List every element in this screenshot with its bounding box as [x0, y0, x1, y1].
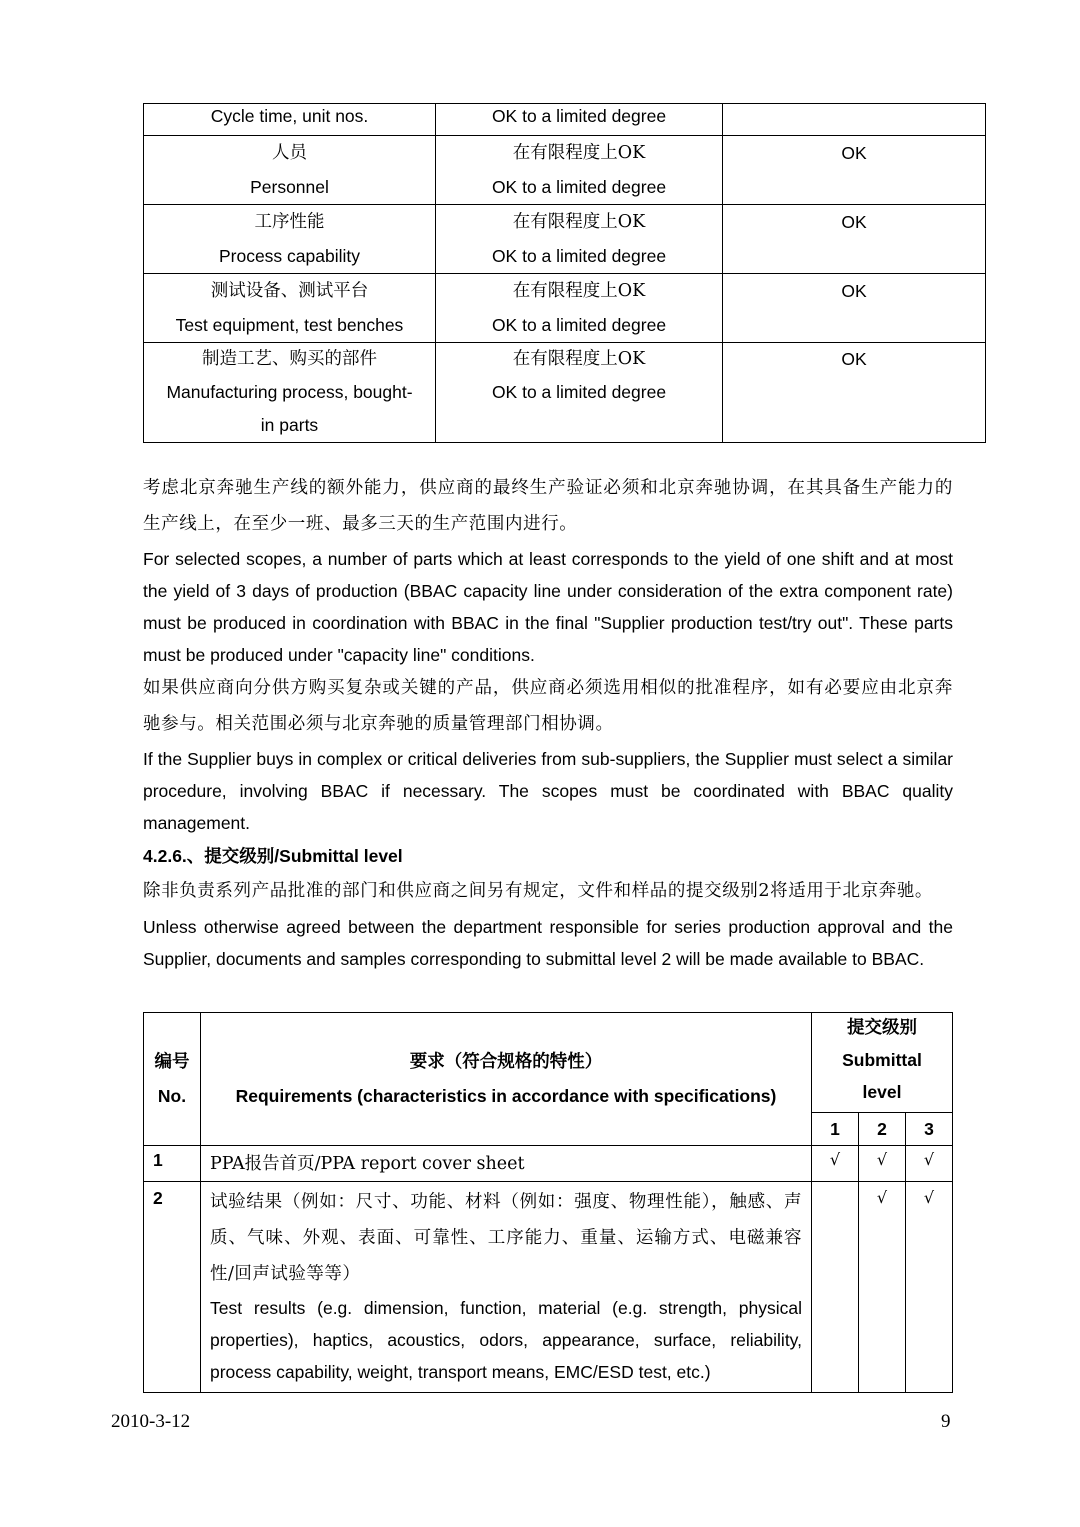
check-level-1: √ [812, 1146, 859, 1182]
paragraph-en: For selected scopes, a number of parts which at least corresponds to the yield of one shift and at most the yield of 3 days of production (BBAC capacity line under consideration of the extra component rate) must be produced in coordination with BBAC in the final "Supplier production test/try out". These parts must be produced under "capacity line" conditions. [143, 549, 953, 665]
header-submittal-level: 提交级别 Submittal level [812, 1013, 953, 1113]
table-cell: 在有限程度上OK OK to a limited degree [436, 205, 723, 274]
table-cell: 工序性能 Process capability [144, 205, 436, 274]
header-requirements: 要求（符合规格的特性） Requirements (characteristics in accordance with specifications) [201, 1013, 812, 1146]
table-row [144, 1146, 953, 1182]
submittal-level-table [143, 1012, 953, 1393]
paragraph-cn: 考虑北京奔驰生产线的额外能力，供应商的最终生产验证必须和北京奔驰协调，在其具备生产能力的生产线上，在至少一班、最多三天的生产范围内进行。 [143, 478, 953, 534]
table-row [144, 343, 986, 443]
table-cell: 制造工艺、购买的部件 Manufacturing process, bought- in parts [144, 343, 436, 443]
table-cell: Cycle time, unit nos. [144, 104, 436, 136]
table-cell: 在有限程度上OK OK to a limited degree [436, 343, 723, 443]
row-number: 2 [144, 1182, 201, 1393]
level-2-header: 2 [859, 1113, 906, 1146]
check-level-2: √ [859, 1146, 906, 1182]
row-requirement: 试验结果（例如：尺寸、功能、材料（例如：强度、物理性能），触感、声质、气味、外观、表面、可靠性、工序能力、重量、运输方式、电磁兼容性/回声试验等等） Test results (e.g. dimension, function, material (e.g. strength, physical properties), haptics, acoustics, odors, appearance, surface, reliability, process capability, weight, transport means, EMC/ESD test, etc.) [201, 1182, 812, 1393]
table-cell: 人员 Personnel [144, 136, 436, 205]
paragraph-en: Unless otherwise agreed between the department responsible for series production approval and the Supplier, documents and samples corresponding to submittal level 2 will be made available to BBAC. [143, 917, 953, 969]
table-cell: OK to a limited degree [436, 104, 723, 136]
table-row [144, 1182, 953, 1393]
check-level-2: √ [859, 1182, 906, 1393]
table-cell: 在有限程度上OK OK to a limited degree [436, 136, 723, 205]
table-cell: OK [723, 205, 986, 274]
table-row [144, 205, 986, 274]
check-level-3: √ [906, 1146, 953, 1182]
table-cell: OK [723, 136, 986, 205]
table-cell: OK [723, 274, 986, 343]
section-heading: 4.2.6.、提交级别/Submittal level [143, 846, 403, 866]
row-number: 1 [144, 1146, 201, 1182]
page-number: 9 [941, 1411, 951, 1432]
table-header-row [144, 1013, 953, 1113]
table-cell: 在有限程度上OK OK to a limited degree [436, 274, 723, 343]
paragraph-en: If the Supplier buys in complex or critical deliveries from sub-suppliers, the Supplier must select a similar procedure, involving BBAC if necessary. The scopes must be coordinated with BBAC quality management. [143, 749, 953, 833]
check-level-3: √ [906, 1182, 953, 1393]
table-row [144, 104, 986, 136]
level-3-header: 3 [906, 1113, 953, 1146]
table-cell: OK [723, 343, 986, 443]
capability-table [143, 103, 986, 443]
level-1-header: 1 [812, 1113, 859, 1146]
paragraph-cn: 除非负责系列产品批准的部门和供应商之间另有规定，文件和样品的提交级别2将适用于北京奔驰。 [143, 881, 934, 901]
check-level-1 [812, 1182, 859, 1393]
table-cell: 测试设备、测试平台 Test equipment, test benches [144, 274, 436, 343]
row-requirement: PPA报告首页/PPA report cover sheet [201, 1146, 812, 1182]
footer-date: 2010-3-12 [111, 1411, 191, 1432]
table-cell [723, 104, 986, 136]
table-row [144, 274, 986, 343]
header-no: 编号 No. [144, 1013, 201, 1146]
table-row [144, 136, 986, 205]
paragraph-cn: 如果供应商向分供方购买复杂或关键的产品，供应商必须选用相似的批准程序，如有必要应由北京奔驰参与。相关范围必须与北京奔驰的质量管理部门相协调。 [143, 678, 953, 734]
